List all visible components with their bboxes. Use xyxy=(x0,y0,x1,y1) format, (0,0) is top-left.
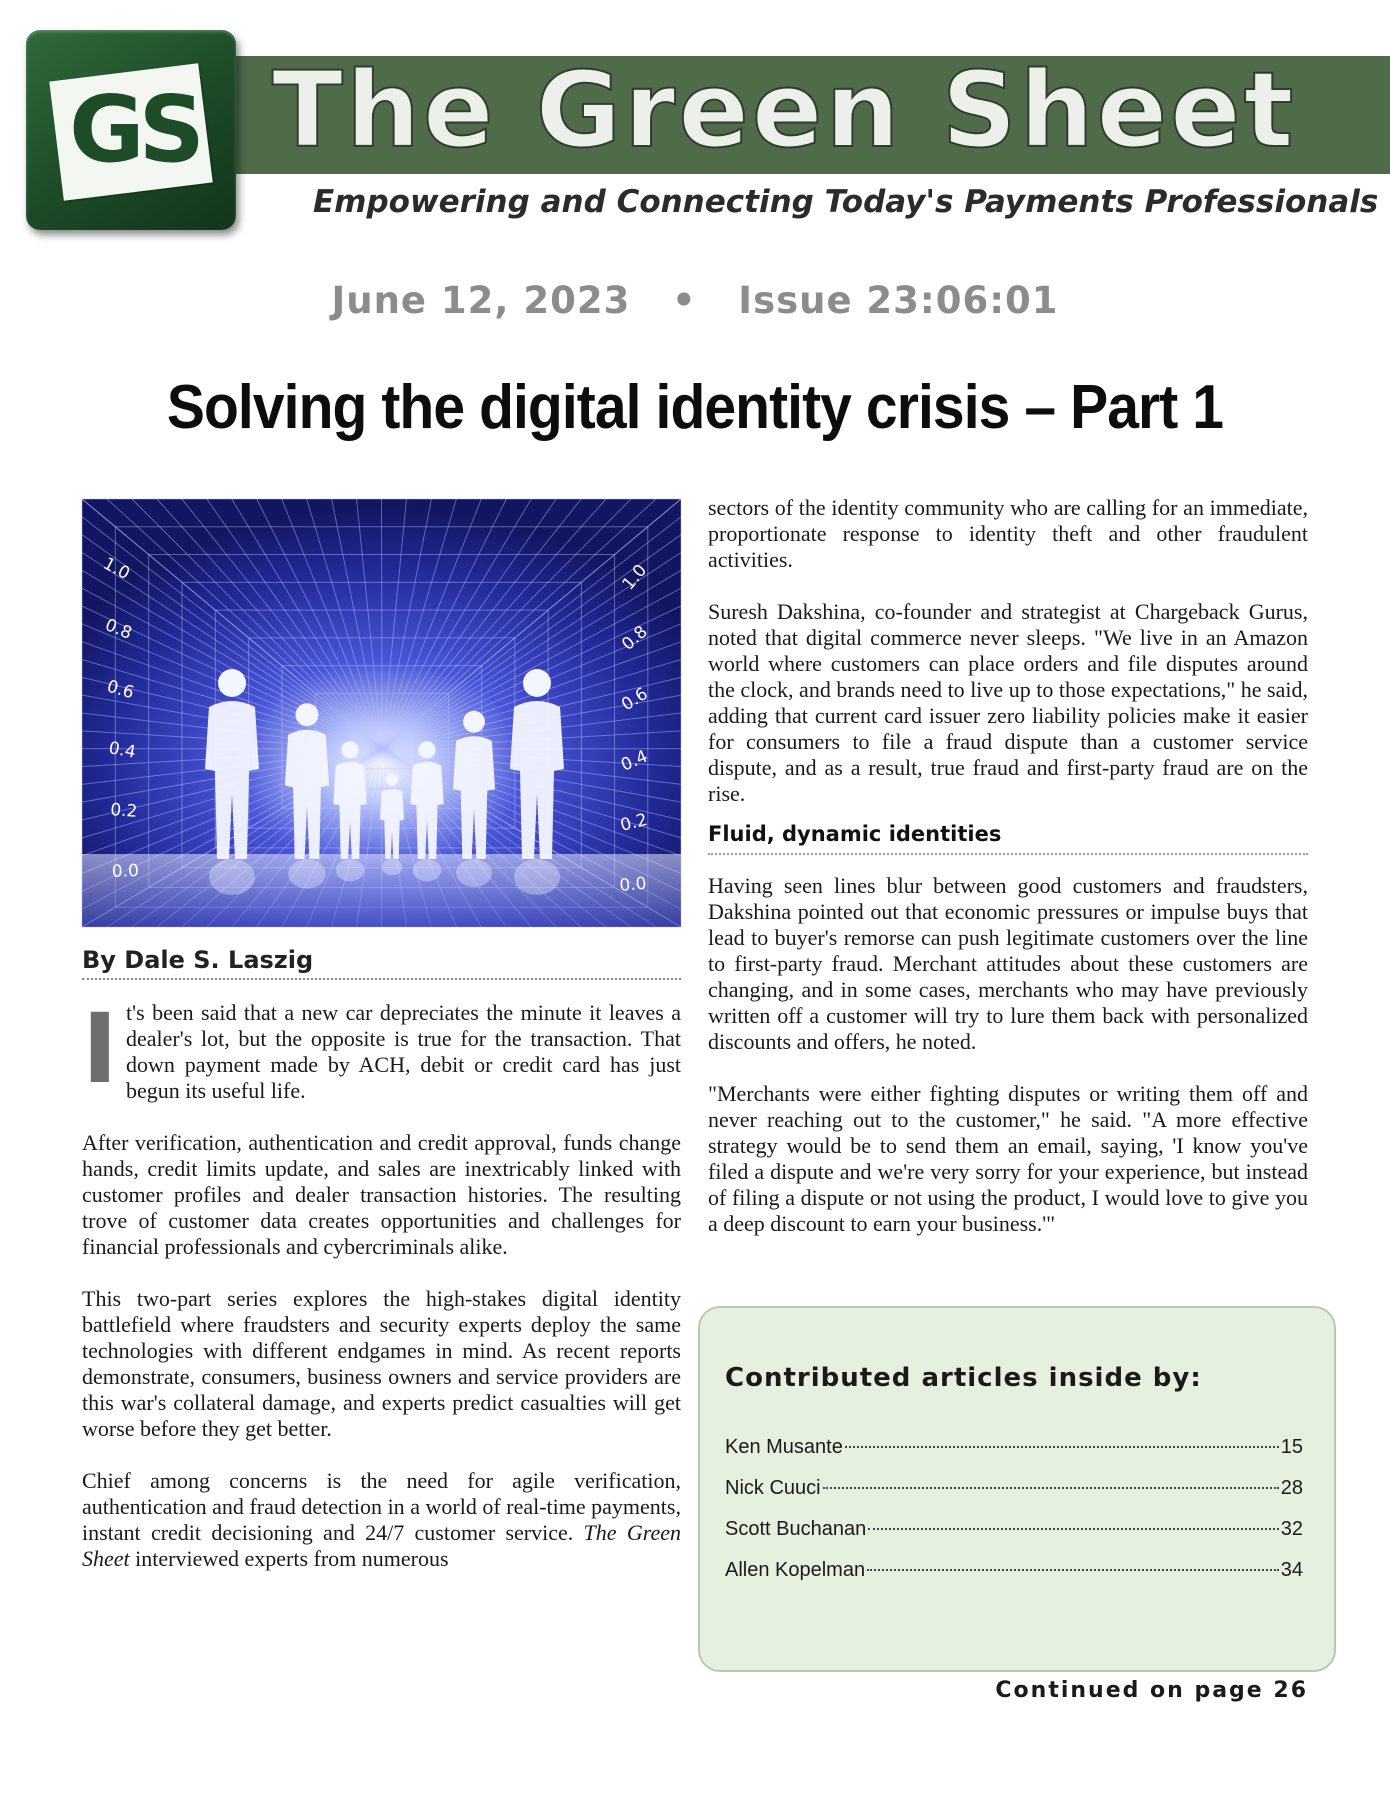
hero-left-tick-label: 0.4 xyxy=(107,738,138,763)
hero-right-tick-label: 0.4 xyxy=(618,746,651,776)
paragraph: After verification, authentication and credit approval, funds change hands, credit limits update, and sales are inextricably linked with customer profiles and dealer transaction histories. The resulting trove of customer data creates opportunities and challenges for financial professionals and cybercriminals alike. xyxy=(82,1130,681,1259)
paragraph: "Merchants were either fighting disputes or writing them off and never reaching out to the customer," he said. "A more effective strategy would be to send them an email, saying, 'I know you've filed a dispute and we're very sorry for your experience, but instead of filing a dispute or not using the product, I would love to give you a deep discount to earn your business.'" xyxy=(708,1081,1308,1236)
issue-line xyxy=(0,279,1390,322)
contributor-row[interactable] xyxy=(725,1477,1303,1518)
contributors-box xyxy=(698,1306,1336,1672)
paragraph: This two-part series explores the high-stakes digital identity battlefield where fraudsters and security experts deploy the same technologies with different endgames in mind. As recent reports demonstrate, consumers, business owners and service providers are this war's collateral damage, and experts predict casualties will get worse before they get better. xyxy=(82,1286,681,1441)
paragraph-text: interviewed experts from numerous xyxy=(129,1546,449,1571)
left-column xyxy=(82,993,682,1598)
byline: By Dale S. Laszig xyxy=(82,946,681,980)
contributor-name: Nick Cuuci xyxy=(725,1477,821,1499)
section-subhead: Fluid, dynamic identities xyxy=(708,821,1308,855)
contributors-list xyxy=(725,1436,1303,1600)
contributor-row[interactable] xyxy=(725,1518,1303,1559)
publication-title: The Green Sheet xyxy=(272,49,1297,171)
issue-separator: • xyxy=(671,279,697,322)
hero-left-tick-label: 0.8 xyxy=(102,615,135,644)
dot-leader xyxy=(867,1569,1279,1571)
continued-link[interactable]: Continued on page 26 xyxy=(995,1678,1308,1703)
gs-logo xyxy=(26,30,236,230)
dot-leader xyxy=(823,1487,1279,1489)
grid-line xyxy=(382,499,383,749)
hero-right-tick-label: 1.0 xyxy=(618,560,652,595)
intro-text: t's been said that a new car depreciates the minute it leaves a dealer's lot, but the opposite is true for the transaction. That down payment made by ACH, debit or credit card has just begun its useful life. xyxy=(126,1000,681,1103)
issue-number: Issue 23:06:01 xyxy=(738,279,1059,322)
hero-right-tick-label: 0.0 xyxy=(618,873,648,896)
contributor-page: 15 xyxy=(1280,1436,1303,1458)
contributors-title: Contributed articles inside by: xyxy=(725,1363,1202,1393)
logo-letters: GS xyxy=(69,76,199,183)
contributor-name: Ken Musante xyxy=(725,1436,843,1458)
article-headline: Solving the digital identity crisis – Part 1 xyxy=(166,373,1224,442)
publication-name-italic: The Green Sheet xyxy=(82,1520,682,1571)
contributor-page: 28 xyxy=(1280,1477,1303,1499)
paragraph: sectors of the identity community who are calling for an immediate, proportionate response to identity theft and other fraudulent activities. xyxy=(708,495,1308,572)
publication-tagline: Empowering and Connecting Today's Payments Professionals xyxy=(313,184,1379,220)
hero-left-tick-label: 1.0 xyxy=(99,553,133,585)
paragraph: Suresh Dakshina, co-founder and strategist at Chargeback Gurus, noted that digital commerce never sleeps. "We live in an Amazon world where customers can place orders and file disputes around the clock, and brands need to live up to those expectations," he said, adding that current card issuer zero liability policies make it easier for consumers to file a fraud dispute than a customer service dispute, and as a result, true fraud and first-party fraud are on the rise. xyxy=(708,599,1308,806)
issue-date: June 12, 2023 xyxy=(331,279,631,322)
contributor-page: 34 xyxy=(1280,1559,1303,1581)
intro-paragraph xyxy=(82,993,681,1105)
contributor-page: 32 xyxy=(1280,1518,1303,1540)
paragraph-text: Chief among concerns is the need for agile verification, authentication and fraud detection in a world of real-time payments, instant credit decisioning and 24/7 customer service. xyxy=(82,1468,681,1545)
hero-right-tick-label: 0.8 xyxy=(618,621,652,655)
contributor-name: Allen Kopelman xyxy=(725,1559,866,1581)
hero-image xyxy=(82,499,681,927)
contributor-row[interactable] xyxy=(725,1436,1303,1477)
hero-right-tick-label: 0.2 xyxy=(618,809,650,836)
hero-left-tick-label: 0.2 xyxy=(109,800,139,822)
hero-left-tick-label: 0.0 xyxy=(111,861,140,882)
hero-illustration xyxy=(82,499,681,927)
hero-left-tick-label: 0.6 xyxy=(104,676,137,704)
drop-cap: I xyxy=(82,993,118,1105)
contributor-row[interactable] xyxy=(725,1559,1303,1600)
right-column xyxy=(708,495,1308,1263)
contributor-name: Scott Buchanan xyxy=(725,1518,867,1540)
dot-leader xyxy=(845,1446,1279,1448)
paragraph xyxy=(82,1468,681,1572)
dot-leader xyxy=(868,1528,1279,1530)
paragraph: Having seen lines blur between good customers and fraudsters, Dakshina pointed out that economic pressures or impulse buys that lead to buyer's remorse can push legitimate customers over the line to first-party fraud. Merchant attitudes about these customers are changing, and in some cases, merchants who may have previously written off a customer will try to lure them back with personalized discounts and offers, he noted. xyxy=(708,873,1308,1054)
hero-right-tick-label: 0.6 xyxy=(618,683,652,716)
